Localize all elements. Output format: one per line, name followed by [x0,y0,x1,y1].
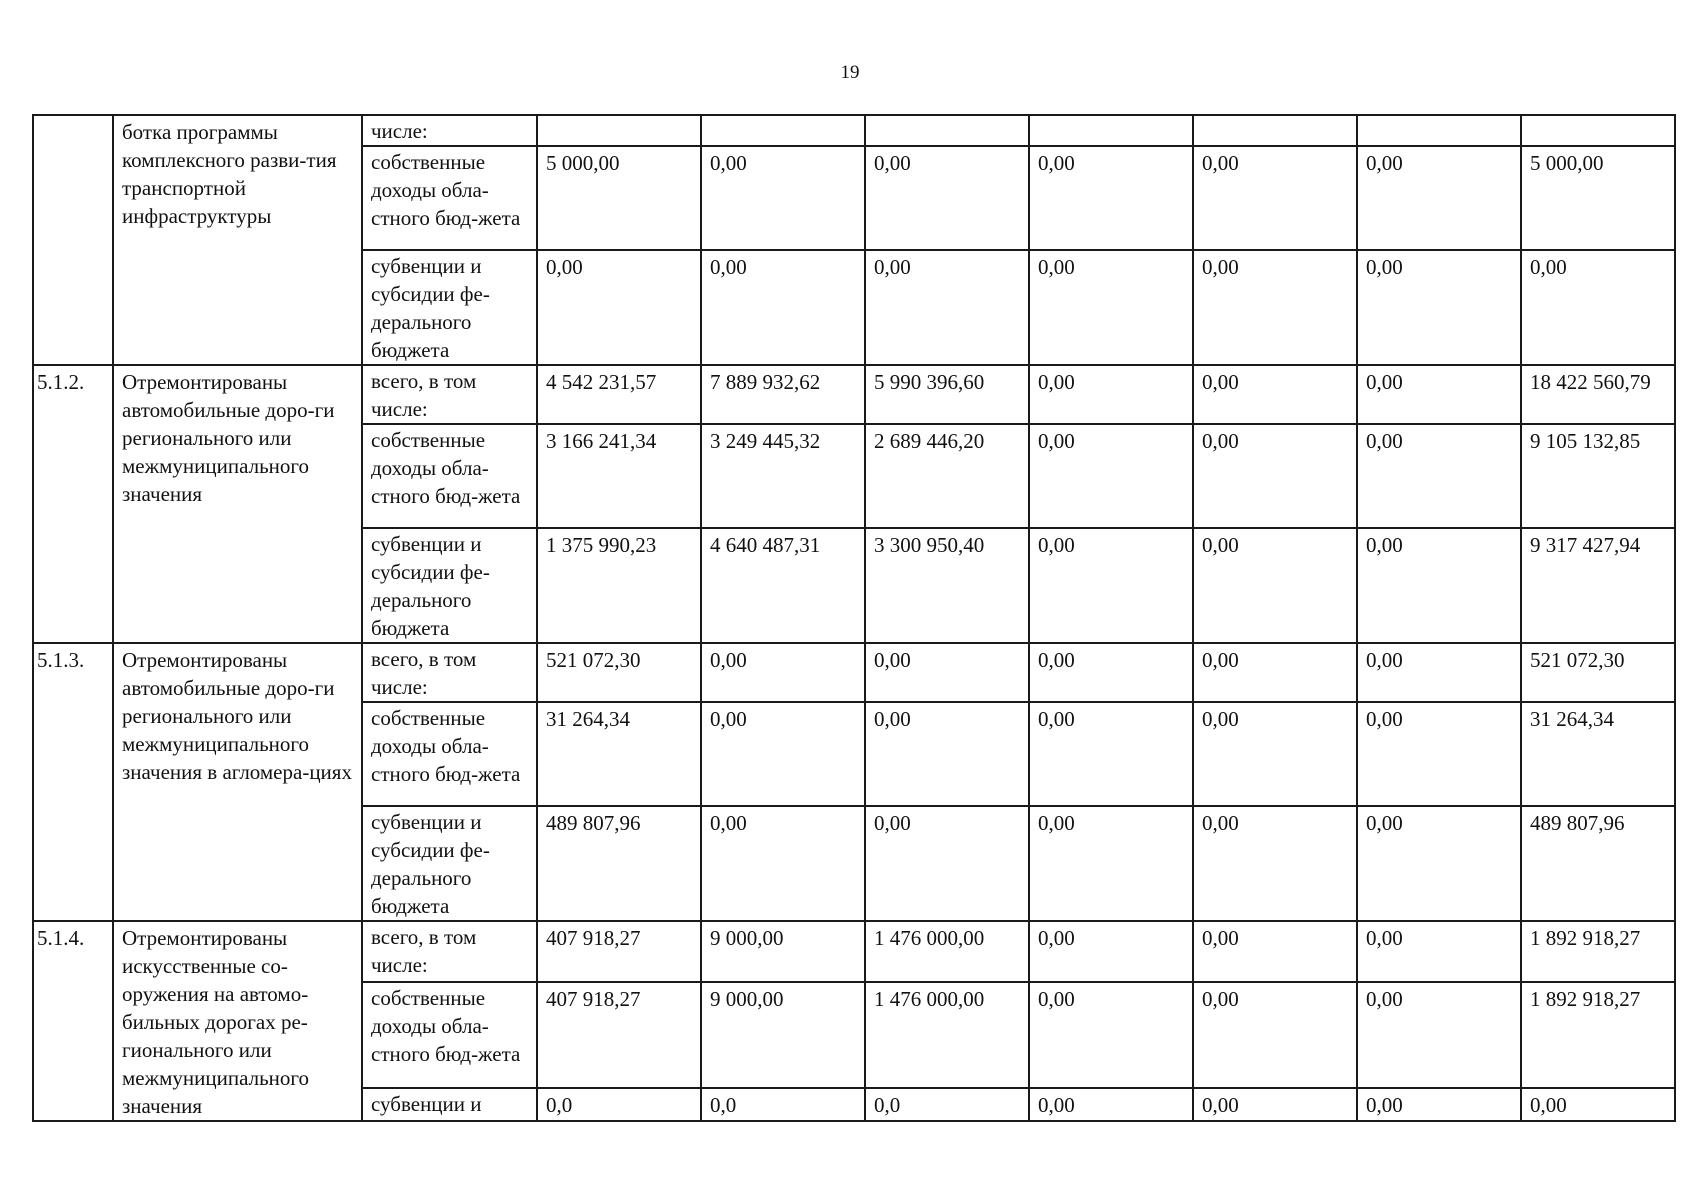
amount-cell: 1 892 918,27 [1521,982,1675,1089]
amount-cell: 489 807,96 [1521,806,1675,921]
amount-cell [865,115,1029,146]
item-code: 5.1.3. [33,643,113,921]
amount-cell: 0,00 [1193,424,1357,528]
amount-cell: 0,00 [1357,643,1521,702]
item-code: 5.1.4. [33,921,113,1121]
amount-cell: 2 689 446,20 [865,424,1029,528]
amount-cell: 0,00 [1357,921,1521,982]
amount-cell: 0,00 [1193,250,1357,365]
amount-cell: 1 892 918,27 [1521,921,1675,982]
amount-cell: 4 640 487,31 [701,528,865,643]
amount-cell: 1 476 000,00 [865,921,1029,982]
item-name: Отремонтированы автомобильные доро-ги регионального или межмуниципального значения в агломера-циях [113,643,362,921]
amount-cell: 0,00 [865,250,1029,365]
amount-cell: 0,00 [1029,250,1193,365]
amount-cell: 0,00 [1193,528,1357,643]
amount-cell: 0,00 [1357,146,1521,250]
funding-source-label: субвенции и субсидии фе-дерального бюджета [362,250,537,365]
amount-cell: 0,00 [1357,424,1521,528]
amount-cell: 0,00 [1029,528,1193,643]
funding-source-label: собственные доходы обла-стного бюд-жета [362,146,537,250]
amount-cell: 0,00 [1193,982,1357,1089]
amount-cell: 0,00 [701,702,865,806]
amount-cell: 0,00 [1193,365,1357,424]
amount-cell: 0,00 [1193,146,1357,250]
amount-cell: 0,00 [701,806,865,921]
amount-cell: 18 422 560,79 [1521,365,1675,424]
amount-cell: 5 000,00 [1521,146,1675,250]
funding-source-label: числе: [362,115,537,146]
amount-cell [537,115,701,146]
amount-cell: 0,00 [1193,702,1357,806]
amount-cell: 5 990 396,60 [865,365,1029,424]
amount-cell: 9 000,00 [701,921,865,982]
amount-cell: 0,00 [865,643,1029,702]
amount-cell: 521 072,30 [537,643,701,702]
amount-cell [1521,115,1675,146]
amount-cell: 0,0 [537,1088,701,1121]
budget-table [32,114,1676,1122]
amount-cell: 7 889 932,62 [701,365,865,424]
page-number: 19 [840,62,860,83]
table-row [33,921,1675,982]
amount-cell: 0,00 [1357,250,1521,365]
amount-cell: 3 249 445,32 [701,424,865,528]
amount-cell: 0,00 [1029,643,1193,702]
funding-source-label: субвенции и субсидии фе-дерального бюджета [362,806,537,921]
amount-cell: 9 105 132,85 [1521,424,1675,528]
amount-cell: 0,00 [701,146,865,250]
amount-cell: 0,0 [865,1088,1029,1121]
amount-cell: 489 807,96 [537,806,701,921]
table-row [33,643,1675,702]
amount-cell: 0,00 [1357,702,1521,806]
amount-cell: 31 264,34 [1521,702,1675,806]
funding-source-label: всего, в том числе: [362,921,537,982]
funding-source-label: собственные доходы обла-стного бюд-жета [362,982,537,1089]
amount-cell: 0,00 [865,146,1029,250]
funding-source-label: субвенции и субсидии фе-дерального бюджета [362,528,537,643]
amount-cell: 1 375 990,23 [537,528,701,643]
amount-cell: 0,00 [1193,806,1357,921]
funding-source-label: собственные доходы обла-стного бюд-жета [362,424,537,528]
amount-cell: 0,00 [1357,365,1521,424]
amount-cell: 0,00 [701,643,865,702]
amount-cell: 0,00 [1029,921,1193,982]
amount-cell: 5 000,00 [537,146,701,250]
amount-cell: 407 918,27 [537,921,701,982]
amount-cell: 3 300 950,40 [865,528,1029,643]
amount-cell: 0,00 [1193,921,1357,982]
amount-cell: 0,00 [1357,982,1521,1089]
amount-cell: 0,00 [537,250,701,365]
amount-cell: 0,00 [1029,365,1193,424]
funding-source-label: всего, в том числе: [362,365,537,424]
amount-cell: 0,00 [865,702,1029,806]
item-name: ботка программы комплексного разви-тия транспортной инфраструктуры [113,115,362,365]
amount-cell: 0,00 [1357,1088,1521,1121]
amount-cell: 0,00 [1357,528,1521,643]
amount-cell: 0,00 [1193,1088,1357,1121]
funding-source-label: всего, в том числе: [362,643,537,702]
amount-cell: 0,00 [1029,702,1193,806]
amount-cell: 0,0 [701,1088,865,1121]
item-name: Отремонтированы автомобильные доро-ги регионального или межмуниципального значения [113,365,362,643]
amount-cell: 521 072,30 [1521,643,1675,702]
table-body [33,115,1675,1121]
amount-cell: 407 918,27 [537,982,701,1089]
amount-cell: 0,00 [1029,146,1193,250]
amount-cell: 4 542 231,57 [537,365,701,424]
item-code [33,115,113,365]
amount-cell: 0,00 [1357,806,1521,921]
amount-cell: 0,00 [865,806,1029,921]
amount-cell: 1 476 000,00 [865,982,1029,1089]
amount-cell: 31 264,34 [537,702,701,806]
item-name: Отремонтированы искусственные со-оружения на автомо-бильных дорогах ре-гионального или межмуниципального значения [113,921,362,1121]
item-code: 5.1.2. [33,365,113,643]
amount-cell: 0,00 [701,250,865,365]
amount-cell: 0,00 [1193,643,1357,702]
amount-cell [1029,115,1193,146]
amount-cell: 0,00 [1029,424,1193,528]
amount-cell [701,115,865,146]
amount-cell: 0,00 [1029,806,1193,921]
amount-cell: 0,00 [1029,1088,1193,1121]
funding-source-label: собственные доходы обла-стного бюд-жета [362,702,537,806]
amount-cell: 0,00 [1521,1088,1675,1121]
table-row [33,115,1675,146]
amount-cell: 9 317 427,94 [1521,528,1675,643]
amount-cell: 0,00 [1029,982,1193,1089]
amount-cell: 9 000,00 [701,982,865,1089]
amount-cell [1357,115,1521,146]
amount-cell [1193,115,1357,146]
amount-cell: 3 166 241,34 [537,424,701,528]
funding-source-label: субвенции и [362,1088,537,1121]
amount-cell: 0,00 [1521,250,1675,365]
table-row [33,365,1675,424]
